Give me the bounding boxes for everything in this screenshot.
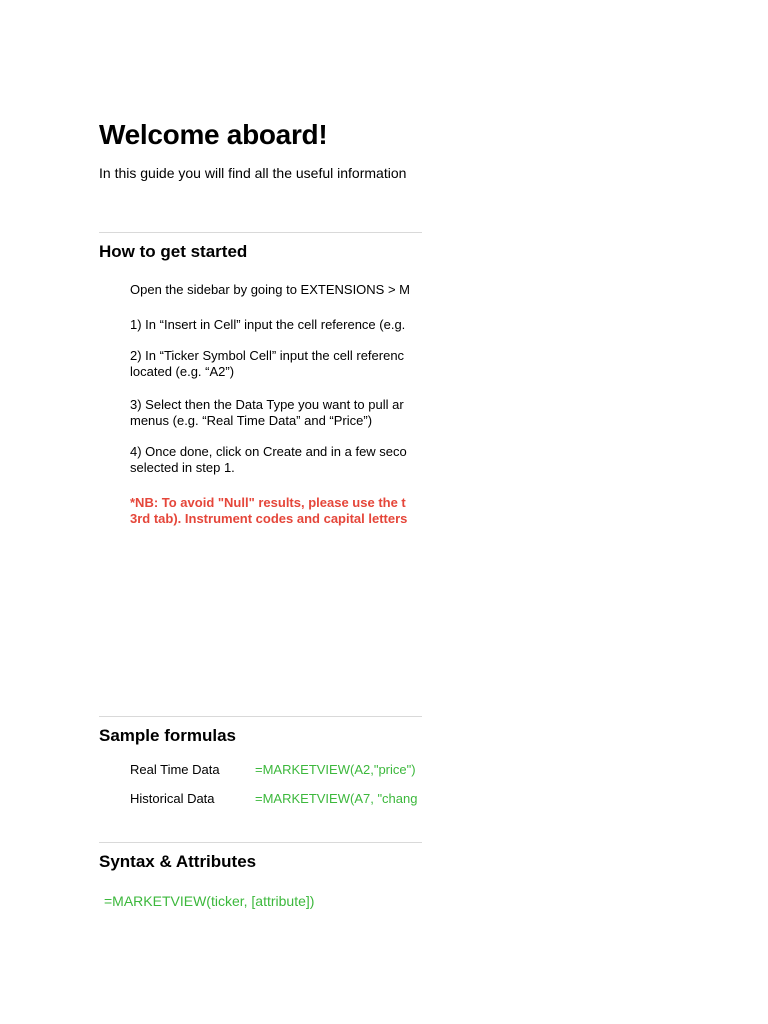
warning-note-line-1: *NB: To avoid "Null" results, please use the t (130, 495, 406, 510)
step-1 (130, 317, 405, 333)
step-2 (130, 348, 404, 380)
step-3-line-1: 3) Select then the Data Type you want to pull ar (130, 397, 404, 412)
warning-note (130, 495, 407, 527)
formula-historical: =MARKETVIEW(A7, "chang (255, 791, 418, 806)
step-1-line-1: 1) In “Insert in Cell” input the cell reference (e.g. (130, 317, 406, 332)
step-3-line-2: menus (e.g. “Real Time Data” and “Price”) (130, 413, 373, 428)
document-content (99, 0, 422, 1024)
formula-label-historical: Historical Data (130, 791, 215, 806)
warning-note-line-2: 3rd tab). Instrument codes and capital letters (130, 511, 408, 526)
section-heading-get-started: How to get started (99, 242, 248, 261)
step-4 (130, 444, 407, 476)
formula-real-time: =MARKETVIEW(A2,"price") (255, 762, 416, 777)
step-2-line-2: located (e.g. “A2”) (130, 364, 235, 379)
formula-label-real-time: Real Time Data (130, 762, 220, 777)
divider (99, 716, 422, 717)
step-2-line-1: 2) In “Ticker Symbol Cell” input the cell referenc (130, 348, 405, 363)
step-3 (130, 397, 404, 429)
divider (99, 842, 422, 843)
step-4-line-1: 4) Once done, click on Create and in a few seco (130, 444, 407, 459)
step-4-line-2: selected in step 1. (130, 460, 235, 475)
intro-text: In this guide you will find all the useful information (99, 165, 407, 181)
divider (99, 232, 422, 233)
section-heading-syntax: Syntax & Attributes (99, 852, 257, 871)
syntax-formula: =MARKETVIEW(ticker, [attribute]) (104, 893, 315, 909)
page-title: Welcome aboard! (99, 119, 328, 150)
section-heading-sample-formulas: Sample formulas (99, 726, 236, 745)
sidebar-instruction: Open the sidebar by going to EXTENSIONS > M (130, 282, 411, 297)
